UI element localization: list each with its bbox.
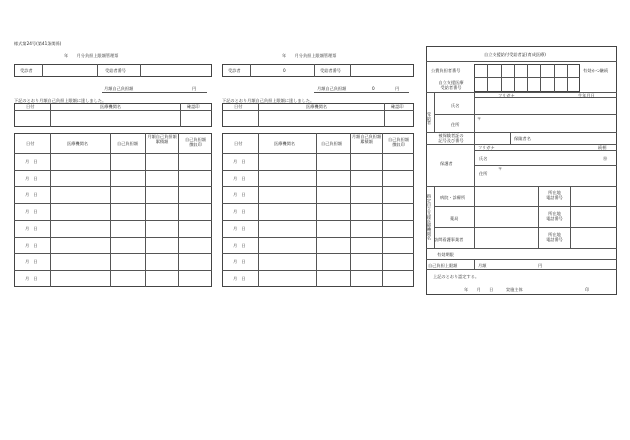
table-row-divider bbox=[14, 237, 212, 238]
left-col-cumulative: 月額自己負担額 累積額 bbox=[147, 134, 177, 144]
left-confirm-col-seal: 確認印 bbox=[187, 104, 200, 109]
mid-recipient-no-label: 受給者番号 bbox=[320, 68, 341, 73]
mid-confirm-col-seal: 確認印 bbox=[391, 104, 404, 109]
digit-cell-divider bbox=[487, 64, 488, 92]
table-row-divider bbox=[14, 186, 212, 187]
table-row-date: 月 日 bbox=[233, 209, 246, 215]
table-row-date: 月 日 bbox=[25, 259, 38, 265]
relation-label: 続柄 bbox=[598, 145, 607, 150]
table-row-divider bbox=[222, 153, 414, 154]
right-title: 自立支援給付受給者証(育成医療) bbox=[484, 52, 546, 57]
mid-recipient-value: 0 bbox=[283, 68, 286, 73]
mid-confirm-col-date: 日付 bbox=[234, 104, 243, 109]
cap-label: 自己負担上限額 bbox=[428, 263, 458, 268]
table-row-date: 月 日 bbox=[233, 275, 246, 281]
left-yen: 円 bbox=[192, 86, 197, 91]
mid-main-table bbox=[222, 133, 414, 287]
mid-recipient-label: 受診者 bbox=[228, 68, 241, 73]
valid-period-label: 有効かつ継続 bbox=[583, 68, 609, 73]
guardian-label: 保護者 bbox=[440, 161, 453, 166]
recipient-furigana: フリガナ bbox=[498, 93, 515, 98]
left-col-amount: 自己負担額 bbox=[117, 141, 138, 146]
table-row-divider bbox=[222, 186, 414, 187]
table-row-divider bbox=[222, 237, 414, 238]
table-row-date: 月 日 bbox=[25, 175, 38, 181]
digit-cell-divider bbox=[540, 64, 541, 92]
certify-text: 上記のとおり認定する。 bbox=[433, 274, 480, 279]
guardian-furigana: フリガナ bbox=[478, 145, 495, 150]
seal-mark: ㊞ bbox=[603, 156, 608, 161]
left-confirm-col-clinic: 医療機関名 bbox=[100, 104, 121, 109]
guardian-address-label: 住所 bbox=[479, 171, 488, 176]
mid-form-heading: 年 月分負担上限額管理票 bbox=[282, 53, 337, 58]
hospital-location-label: 所在地 電話番号 bbox=[546, 190, 563, 200]
recipient-address-mark: 〒 bbox=[477, 116, 482, 121]
table-row-divider bbox=[14, 170, 212, 171]
insurer-label: 保険者名 bbox=[514, 136, 531, 141]
public-no-label: 公費負担者番号 bbox=[431, 68, 461, 73]
table-row-divider bbox=[222, 170, 414, 171]
cap-unit-label: 月額 bbox=[478, 263, 487, 268]
left-form-heading: 年 月分負担上限額管理票 bbox=[64, 53, 119, 58]
left-recipient-no-label: 受給者番号 bbox=[105, 68, 126, 73]
table-row-date: 月 日 bbox=[25, 242, 38, 248]
left-confirm-col-date: 日付 bbox=[26, 104, 35, 109]
date-text: 年 月 日 実施主体 bbox=[464, 287, 523, 292]
left-recipient-label: 受診者 bbox=[20, 68, 33, 73]
table-row-date: 月 日 bbox=[233, 192, 246, 198]
mid-col-clinic: 医療機関名 bbox=[274, 141, 295, 146]
table-row-date: 月 日 bbox=[25, 209, 38, 215]
table-row-date: 月 日 bbox=[25, 275, 38, 281]
recipient-name-label: 氏名 bbox=[451, 103, 460, 108]
table-row-date: 月 日 bbox=[233, 175, 246, 181]
visiting-location-label: 所在地 電話番号 bbox=[546, 232, 563, 242]
left-col-seal: 自己負担額 徴収印 bbox=[185, 137, 206, 147]
table-row-date: 月 日 bbox=[25, 192, 38, 198]
digit-cell-divider bbox=[527, 64, 528, 92]
left-col-clinic: 医療機関名 bbox=[67, 141, 88, 146]
mid-confirm-col-clinic: 医療機関名 bbox=[306, 104, 327, 109]
mid-col-cumulative: 月額自己負担額 累積額 bbox=[351, 134, 382, 144]
digit-cell-divider bbox=[554, 64, 555, 92]
mid-yen: 円 bbox=[395, 86, 400, 91]
insurance-label: 被保険者証の 記号及び番号 bbox=[438, 133, 464, 143]
left-main-table bbox=[14, 133, 212, 287]
pharmacy-label: 薬局 bbox=[450, 216, 459, 221]
table-row-divider bbox=[222, 220, 414, 221]
digit-cell-divider bbox=[567, 64, 568, 92]
visiting-label: 訪問看護事業者 bbox=[434, 237, 464, 242]
mid-monthly-cap-value: 0 bbox=[372, 86, 375, 91]
table-row-divider bbox=[14, 153, 212, 154]
left-confirm-text: 下記のとおり月額自己負担上限額に達しました。 bbox=[14, 98, 107, 103]
cap-yen: 円 bbox=[538, 263, 543, 268]
mid-col-seal: 自己負担額 徴収印 bbox=[388, 137, 409, 147]
hospital-label: 病院・診療所 bbox=[440, 195, 466, 200]
recipient-address-label: 住所 bbox=[451, 122, 460, 127]
table-row-divider bbox=[222, 203, 414, 204]
recipient-side-label: 受給者 bbox=[427, 112, 432, 125]
birth-label: 生年月日 bbox=[578, 93, 595, 98]
table-row-divider bbox=[14, 203, 212, 204]
left-monthly-cap-label: 月額自己負担額 bbox=[104, 86, 134, 91]
digit-cell-divider bbox=[514, 64, 515, 92]
mid-col-amount: 自己負担額 bbox=[321, 141, 342, 146]
stamp-mark: 印 bbox=[585, 287, 590, 292]
left-col-date: 日付 bbox=[26, 141, 35, 146]
mid-confirm-text: 下記のとおり月額自己負担上限額に達しました。 bbox=[222, 98, 315, 103]
valid-label: 有効期限 bbox=[437, 252, 454, 257]
table-row-divider bbox=[14, 253, 212, 254]
table-row-divider bbox=[222, 253, 414, 254]
table-row-date: 月 日 bbox=[25, 225, 38, 231]
form-label: 様式第24号(第41条関係) bbox=[14, 41, 62, 46]
guardian-name-label: 氏名 bbox=[479, 156, 488, 161]
table-row-divider bbox=[14, 270, 212, 271]
table-row-date: 月 日 bbox=[25, 159, 38, 164]
table-row-divider bbox=[222, 270, 414, 271]
table-row-date: 月 日 bbox=[233, 225, 246, 231]
pharmacy-location-label: 所在地 電話番号 bbox=[546, 211, 563, 221]
mid-col-date: 日付 bbox=[234, 141, 243, 146]
mid-form bbox=[222, 0, 414, 440]
table-row-divider bbox=[14, 220, 212, 221]
table-row-date: 月 日 bbox=[233, 159, 246, 164]
recipient-no-label: 自立支援医療 受給者番号 bbox=[438, 80, 464, 90]
mid-monthly-cap-label: 月額自己負担額 bbox=[317, 86, 347, 91]
facility-side-label: 指定自立支援医療機関名 bbox=[427, 194, 432, 241]
digit-cell-divider bbox=[501, 64, 502, 92]
left-form bbox=[14, 0, 212, 440]
table-row-date: 月 日 bbox=[233, 242, 246, 248]
guardian-address-mark: 〒 bbox=[498, 166, 503, 171]
table-row-date: 月 日 bbox=[233, 259, 246, 265]
